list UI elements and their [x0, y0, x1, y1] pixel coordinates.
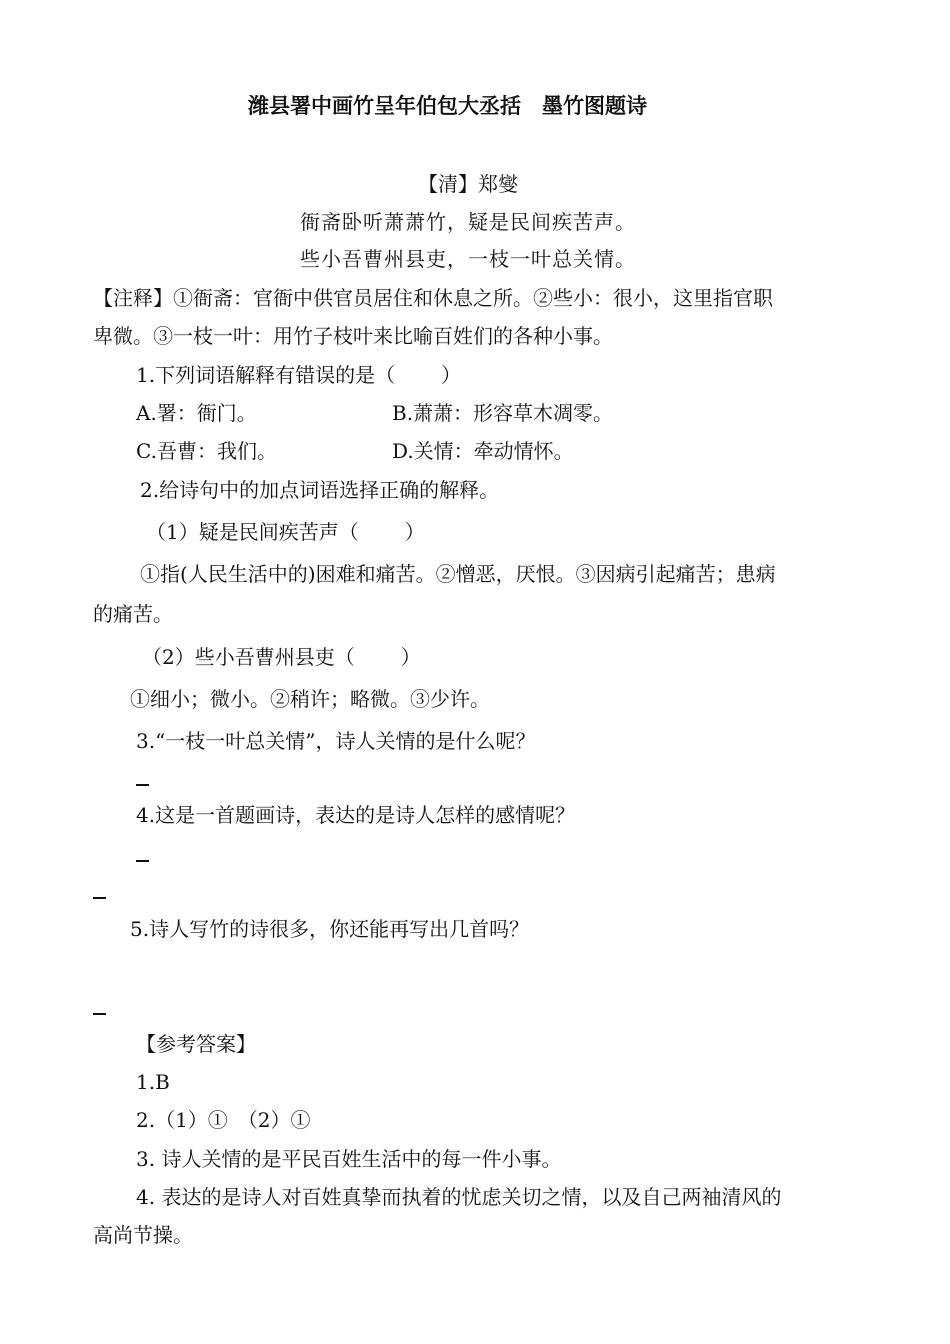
- question-5: 5.诗人写竹的诗很多，你还能再写出几首吗？: [130, 917, 530, 941]
- answer-line-mark: [93, 897, 106, 899]
- notes-line-2: 卑微。③一枝一叶：用竹子枝叶来比喻百姓们的各种小事。: [93, 324, 613, 348]
- question-3: 3.“一枝一叶总关情”，诗人关情的是什么呢？: [136, 729, 536, 753]
- question-2-sub-1-options-line-1: ①指(人民生活中的)困难和痛苦。②憎恶，厌恨。③因病引起痛苦；患病: [140, 562, 776, 586]
- question-2-sub-2-close: ）: [400, 645, 421, 669]
- answers-heading: 【参考答案】: [136, 1032, 256, 1056]
- notes-line-1: 【注释】①衙斋：官衙中供官员居住和休息之所。②些小：很小，这里指官职: [93, 286, 773, 310]
- answer-4-line-1: 4. 表达的是诗人对百姓真挚而执着的忧虑关切之情，以及自己两袖清风的: [136, 1185, 782, 1209]
- question-2-sub-2: [142, 643, 421, 671]
- question-2-sub-2-text: （2）些小吾曹州县吏（: [142, 645, 355, 669]
- question-2-sub-1-close: ）: [404, 520, 425, 544]
- question-1-close: ）: [441, 363, 462, 387]
- answer-1: 1.B: [136, 1070, 170, 1094]
- question-1-stem: [136, 361, 461, 389]
- answer-line-mark: [136, 784, 149, 786]
- option-a: A.署：衙门。: [136, 401, 257, 425]
- question-1-text: 1.下列词语解释有错误的是（: [136, 363, 396, 387]
- question-2-sub-2-options: ①细小；微小。②稍许；略微。③少许。: [130, 687, 490, 711]
- question-2-sub-1: [146, 518, 425, 546]
- poem-line-2: 些小吾曹州县吏，一枝一叶总关情。: [300, 247, 636, 271]
- question-2-sub-1-options-line-2: 的痛苦。: [93, 602, 173, 626]
- option-c: C.吾曹：我们。: [136, 439, 277, 463]
- answer-2: 2.（1）① （2）①: [136, 1108, 311, 1132]
- option-d: D.关情：牵动情怀。: [392, 439, 574, 463]
- answer-3: 3. 诗人关情的是平民百姓生活中的每一件小事。: [136, 1147, 562, 1171]
- answer-4-line-2: 高尚节操。: [93, 1223, 193, 1247]
- question-2-stem: 2.给诗句中的加点词语选择正确的解释。: [140, 478, 500, 502]
- poem-line-1: 衙斋卧听萧萧竹，疑是民间疾苦声。: [300, 210, 636, 234]
- question-4: 4.这是一首题画诗，表达的是诗人怎样的感情呢？: [136, 803, 576, 827]
- poem-author: 【清】郑燮: [418, 172, 518, 196]
- answer-line-mark: [93, 1013, 106, 1015]
- option-b: B.萧萧：形容草木凋零。: [392, 401, 614, 425]
- question-2-sub-1-text: （1）疑是民间疾苦声（: [146, 520, 359, 544]
- answer-line-mark: [136, 860, 149, 862]
- poem-title: 潍县署中画竹呈年伯包大丞括 墨竹图题诗: [248, 93, 647, 118]
